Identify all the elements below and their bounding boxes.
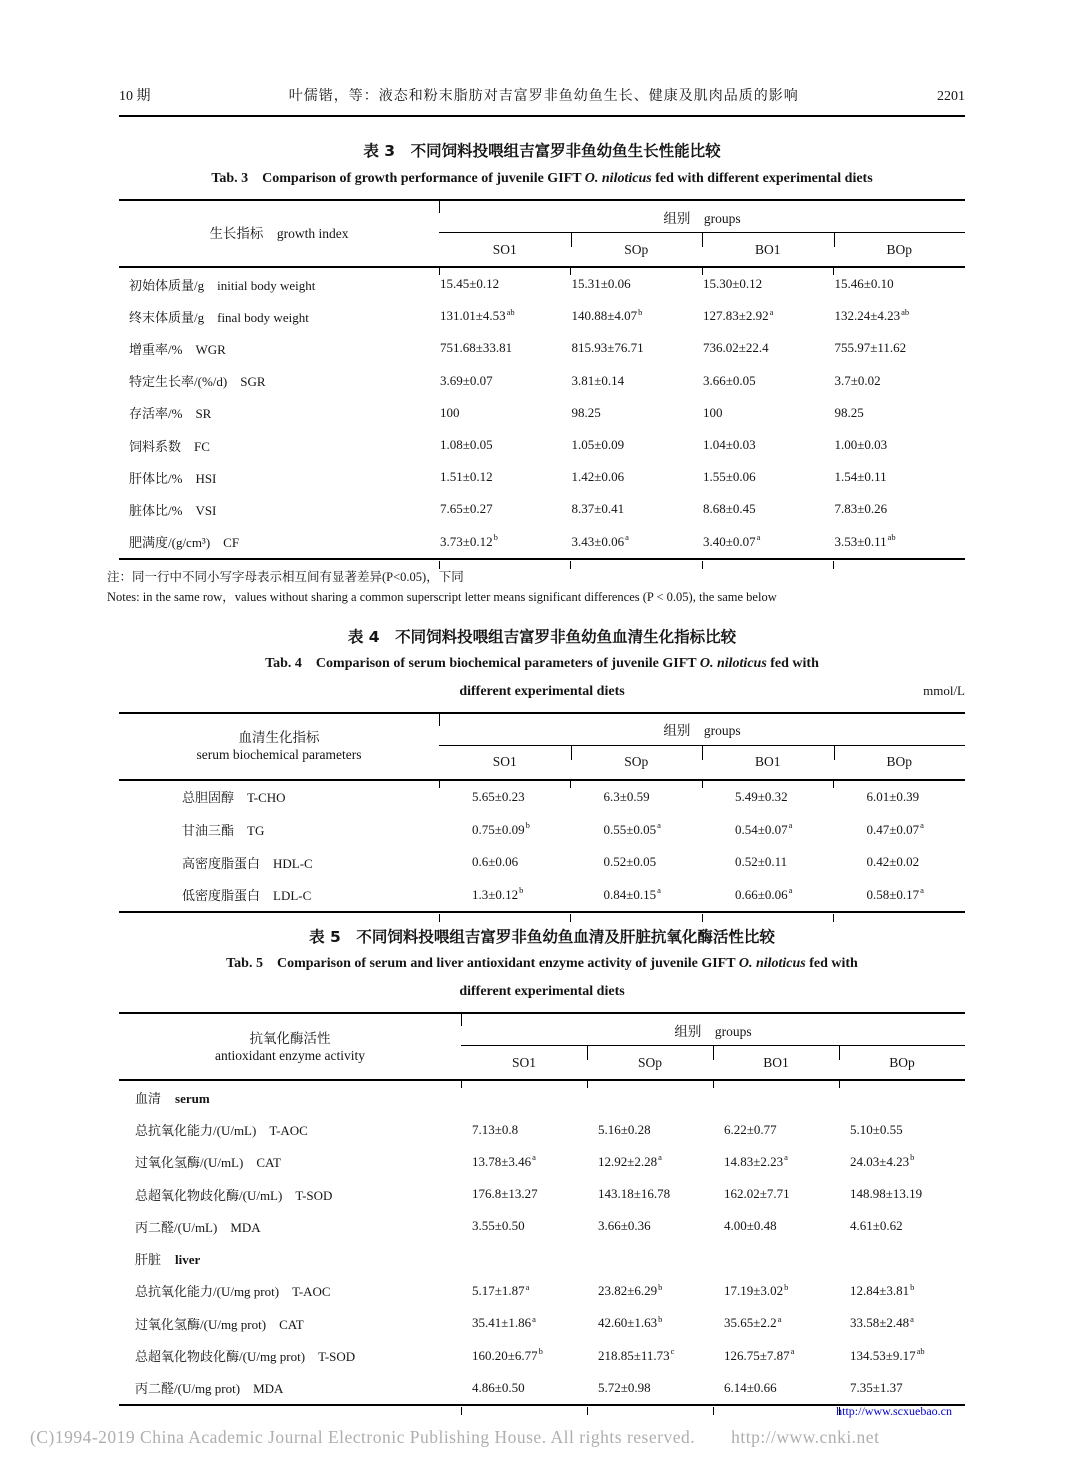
rule-tick [702,781,703,788]
column-header-so1: SO1 [492,241,517,257]
rule-tick [439,201,440,213]
rule-tick [702,561,703,569]
cell-value: 0.6±0.06 [472,854,519,870]
groups-header [461,1014,965,1079]
cell-value: 35.65±2.2$^a$ [724,1313,782,1331]
species-name: O. niloticus [699,655,767,671]
page-number: 2201 [937,89,965,104]
table-row [119,332,965,364]
cell-value: 3.7±0.02 [834,372,881,388]
index-column-label: 生长指标 growth index [209,226,349,241]
rule-tick [833,268,834,275]
cell-value: 1.54±0.11 [834,469,887,485]
row-label: 肝脏 liver [135,1252,201,1268]
cell-value: 15.45±0.12 [440,276,500,292]
cell-value: 751.68±33.81 [440,340,513,356]
row-label: 过氧化氢酶/(U/mL) CAT [135,1155,281,1171]
cell-value: 15.30±0.12 [703,276,763,292]
table3-title-zh: 表 3 不同饲料投喂组吉富罗非鱼幼鱼生长性能比较 [363,142,721,160]
table5-header [119,1014,965,1081]
rule-tick [461,1407,462,1415]
table4-header [119,714,965,781]
page-content [107,0,965,1406]
row-label: 特定生长率/(%/d) SGR [129,374,266,390]
table-row [119,397,965,429]
column-header-bo1: BO1 [702,746,834,779]
table-row [119,1307,965,1339]
species-name: O. niloticus [584,171,652,186]
index-column-label-zh: 抗氧化酶活性 [249,1030,331,1046]
rule-tick [713,1407,714,1415]
section-row [119,1243,965,1275]
cell-value: 4.00±0.48 [724,1218,777,1234]
row-label: 总胆固醇 T-CHO [182,790,286,806]
table5-title-en-suffix: fed with [805,956,858,972]
cell-value: 7.35±1.37 [850,1379,903,1395]
row-label: 高密度脂蛋白 HDL-C [182,855,313,871]
table-row [119,846,965,879]
cell-value: 3.43±0.06$^a$ [571,532,629,549]
row-label: 丙二醛/(U/mL) MDA [135,1219,261,1235]
cell-value: 33.58±2.48$^a$ [850,1313,914,1331]
cell-value: 140.88±4.07$^b$ [571,306,643,324]
cell-value: 148.98±13.19 [850,1186,923,1202]
cell-value: 13.78±3.46$^a$ [472,1152,536,1169]
cell-value: 3.40±0.07$^a$ [703,532,761,549]
table-row [119,1113,965,1145]
rule-tick [439,561,440,569]
table-row [119,1275,965,1307]
cell-value: 0.58±0.17$^a$ [866,885,924,902]
cell-value: 134.53±9.17$^{ab}$ [850,1346,925,1363]
cell-value: 1.00±0.03 [834,437,888,453]
table3-title-en [119,168,965,190]
index-column-header [119,714,439,779]
column-header-bop: BOp [834,233,966,266]
cell-value: 15.31±0.06 [571,276,631,292]
cell-value: 3.53±0.11$^{ab}$ [834,532,896,549]
cell-value: 5.16±0.28 [598,1121,651,1137]
groups-header [439,201,965,266]
rule-tick [833,914,834,922]
cell-value: 98.25 [571,404,601,420]
row-label: 总超氧化物歧化酶/(U/mg prot) T-SOD [135,1349,356,1365]
growth-performance-table [119,199,965,560]
cell-value: 15.46±0.10 [834,276,894,292]
rule-tick [461,1014,462,1026]
table-row [119,526,965,558]
row-label: 脏体比/% VSI [129,502,217,518]
cell-value: 162.02±7.71 [724,1186,790,1202]
table3-block [119,141,965,560]
row-label: 肥满度/(g/cm³) CF [129,535,240,551]
cell-value: 0.54±0.07$^a$ [735,820,793,837]
row-label: 肝体比/% HSI [129,470,217,486]
table-row [119,429,965,461]
cell-value: 0.84±0.15$^a$ [603,885,661,902]
row-label: 增重率/% WGR [129,341,226,357]
journal-website-link[interactable]: http://www.scxuebao.cn [836,1404,952,1418]
cell-value: 0.52±0.11 [735,854,788,870]
table4-title-zh: 表 4 不同饲料投喂组吉富罗非鱼幼鱼血清生化指标比较 [347,627,737,646]
cell-value: 1.08±0.05 [440,437,493,453]
cell-value: 4.86±0.50 [472,1379,525,1395]
index-column-header [119,1014,461,1079]
table3-header [119,201,965,268]
row-label: 血清 serum [135,1090,210,1106]
rule-tick [587,1081,588,1088]
column-header-bop: BOp [839,1046,965,1079]
column-header-bo1: BO1 [702,233,834,266]
cell-value: 5.65±0.23 [472,788,525,804]
cell-value: 3.73±0.12$^b$ [440,532,498,549]
table4-block [119,627,965,913]
rule-tick [461,1081,462,1088]
cell-value: 100 [703,404,723,420]
cell-value: 0.52±0.05 [603,854,657,870]
rule-tick [439,781,440,788]
table-row [119,878,965,911]
rule-tick [702,268,703,275]
rule-tick [839,1081,840,1088]
species-name: O. niloticus [738,956,806,972]
cell-value: 5.17±1.87$^a$ [472,1281,530,1298]
row-label: 过氧化氢酶/(U/mg prot) CAT [135,1316,304,1332]
cell-value: 1.05±0.09 [571,437,625,453]
issue-number: 10 期 [119,89,151,104]
cell-value: 160.20±6.77$^b$ [472,1346,543,1363]
cell-value: 1.3±0.12$^b$ [472,885,524,902]
column-header-sop: SOp [571,233,703,266]
rule-tick [439,914,440,922]
cell-value: 98.25 [834,404,864,420]
cell-value: 17.19±3.02$^b$ [724,1281,789,1298]
cell-value: 6.01±0.39 [866,788,920,804]
table4-title-en [119,653,965,675]
cell-value: 3.66±0.36 [598,1218,651,1234]
cell-value: 3.81±0.14 [571,372,625,388]
table5-title-en-prefix: Tab. 5 Comparison of serum and liver antioxidant enzyme activity of juvenile GIFT [226,956,739,972]
groups-label: 组别 groups [439,714,965,746]
rule-tick [702,914,703,922]
cell-value: 7.13±0.8 [472,1121,519,1137]
note-zh: 注：同一行中不同小写字母表示相互间有显著差异(P<0.05)，下同 [107,569,464,584]
group-columns [439,233,965,266]
table5-title-en-line2-text: different experimental diets [459,984,625,1000]
table-row [119,268,965,300]
group-columns [439,746,965,779]
column-header-sop: SOp [587,1046,713,1079]
column-header-so1: SO1 [492,754,517,770]
row-label: 饲料系数 FC [129,438,210,454]
cell-value: 7.65±0.27 [440,501,493,517]
serum-biochemical-table [119,712,965,913]
table3-title-en-suffix: fed with different experimental diets [651,171,873,186]
table5-title-en-line2 [119,981,965,1003]
cell-value: 132.24±4.23$^{ab}$ [834,306,910,324]
cell-value: 0.66±0.06$^a$ [735,885,793,902]
cell-value: 42.60±1.63$^b$ [598,1313,663,1331]
cell-value: 0.42±0.02 [866,854,920,870]
groups-label: 组别 groups [461,1014,965,1046]
row-label: 总抗氧化能力/(U/mg prot) T-AOC [135,1284,331,1300]
table-row [119,781,965,814]
cell-value: 5.49±0.32 [735,788,788,804]
cell-value: 1.42±0.06 [571,469,625,485]
table-row [119,1372,965,1404]
table-row [119,493,965,525]
copyright-notice: (C)1994-2019 China Academic Journal Electronic Publishing House. All rights reserved. http://www.cnki.net [30,1427,880,1447]
table-row [119,365,965,397]
table-row [119,1178,965,1210]
cell-value: 1.51±0.12 [440,469,493,485]
table-row [119,461,965,493]
cell-value: 131.01±4.53$^{ab}$ [440,306,515,324]
cell-value: 815.93±76.71 [571,340,644,356]
cell-value: 3.69±0.07 [440,372,493,388]
antioxidant-enzyme-table [119,1012,965,1406]
index-column-label-zh: 血清生化指标 [238,730,320,746]
cell-value: 5.72±0.98 [598,1379,651,1395]
table3-body [119,268,965,558]
cell-value: 8.68±0.45 [703,501,756,517]
cell-value: 5.10±0.55 [850,1121,903,1137]
table4-title-en-line2-text: different experimental diets [459,683,625,699]
table4-title-en-suffix: fed with [766,655,819,671]
cell-value: 14.83±2.23$^a$ [724,1152,788,1169]
rule-tick [833,561,834,569]
rule-tick [587,1407,588,1415]
cell-value: 8.37±0.41 [571,501,625,517]
running-title: 叶儒锴，等：液态和粉末脂肪对吉富罗非鱼幼鱼生长、健康及肌肉品质的影响 [288,89,799,104]
group-columns [461,1046,965,1079]
cell-value: 0.47±0.07$^a$ [866,820,924,837]
rule-tick [833,781,834,788]
cell-value: 755.97±11.62 [834,340,907,356]
table5-title-zh: 表 5 不同饲料投喂组吉富罗非鱼幼鱼血清及肝脏抗氧化酶活性比较 [309,928,775,947]
table5-title-en [119,953,965,975]
table-notes [107,567,965,607]
cell-value: 1.55±0.06 [703,469,756,485]
column-header-bo1: BO1 [713,1046,839,1079]
cell-value: 736.02±22.4 [703,340,769,356]
cell-value: 1.04±0.03 [703,437,756,453]
rule-tick [439,714,440,726]
running-head [119,88,965,117]
table-row [119,813,965,846]
table-row [119,1146,965,1178]
table5-body [119,1081,965,1404]
cell-value: 4.61±0.62 [850,1218,903,1234]
table-row [119,1339,965,1371]
unit-label: mmol/L [923,682,965,698]
table5-block [119,927,965,1406]
column-header-so1: SO1 [511,1054,536,1070]
row-label: 甘油三酯 TG [182,823,265,839]
cell-value: 24.03±4.23$^b$ [850,1152,915,1169]
table4-title-en-prefix: Tab. 4 Comparison of serum biochemical parameters of juvenile GIFT [265,655,700,671]
cell-value: 218.85±11.73$^c$ [598,1346,675,1363]
cell-value: 35.41±1.86$^a$ [472,1313,536,1331]
rule-tick [570,914,571,922]
cell-value: 0.55±0.05$^a$ [603,820,661,837]
table-row [119,300,965,332]
cell-value: 6.22±0.77 [724,1121,777,1137]
table3-title-en-prefix: Tab. 3 Comparison of growth performance of juvenile GIFT [211,171,585,186]
cell-value: 6.3±0.59 [603,788,650,804]
row-label: 总超氧化物歧化酶/(U/mL) T-SOD [135,1187,333,1203]
cell-value: 12.92±2.28$^a$ [598,1152,662,1169]
note-en: Notes: in the same row，values without sharing a common superscript letter means significant differences (P < 0.05), the same below [107,589,777,604]
row-label: 终末体质量/g final body weight [129,309,309,325]
cell-value: 143.18±16.78 [598,1186,671,1202]
table4-title-en-line2 [119,681,965,703]
row-label: 总抗氧化能力/(U/mL) T-AOC [135,1123,308,1138]
cell-value: 0.75±0.09$^b$ [472,820,530,837]
rule-tick [439,268,440,275]
cell-value: 3.55±0.50 [472,1218,525,1234]
groups-header [439,714,965,779]
index-column-label-en: antioxidant enzyme activity [215,1047,365,1063]
groups-label: 组别 groups [439,201,965,233]
row-label: 初始体质量/g initial body weight [129,277,316,293]
cell-value: 127.83±2.92$^a$ [703,306,774,324]
column-header-sop: SOp [571,746,703,779]
cell-value: 3.66±0.05 [703,372,756,388]
cell-value: 7.83±0.26 [834,501,888,517]
cell-value: 23.82±6.29$^b$ [598,1281,663,1298]
rule-tick [713,1081,714,1088]
table-row [119,1210,965,1242]
row-label: 低密度脂蛋白 LDL-C [182,888,312,904]
row-label: 丙二醛/(U/mg prot) MDA [135,1381,284,1397]
index-column-label-en: serum biochemical parameters [196,747,362,763]
cell-value: 126.75±7.87$^a$ [724,1346,795,1363]
rule-tick [570,781,571,788]
rule-tick [570,268,571,275]
column-header-bop: BOp [834,746,966,779]
cell-value: 6.14±0.66 [724,1379,777,1395]
row-label: 存活率/% SR [129,406,212,422]
cell-value: 12.84±3.81$^b$ [850,1281,915,1298]
cell-value: 176.8±13.27 [472,1186,538,1202]
rule-tick [570,561,571,569]
table4-body [119,781,965,911]
cell-value: 100 [440,404,460,420]
index-column-header [119,201,439,266]
